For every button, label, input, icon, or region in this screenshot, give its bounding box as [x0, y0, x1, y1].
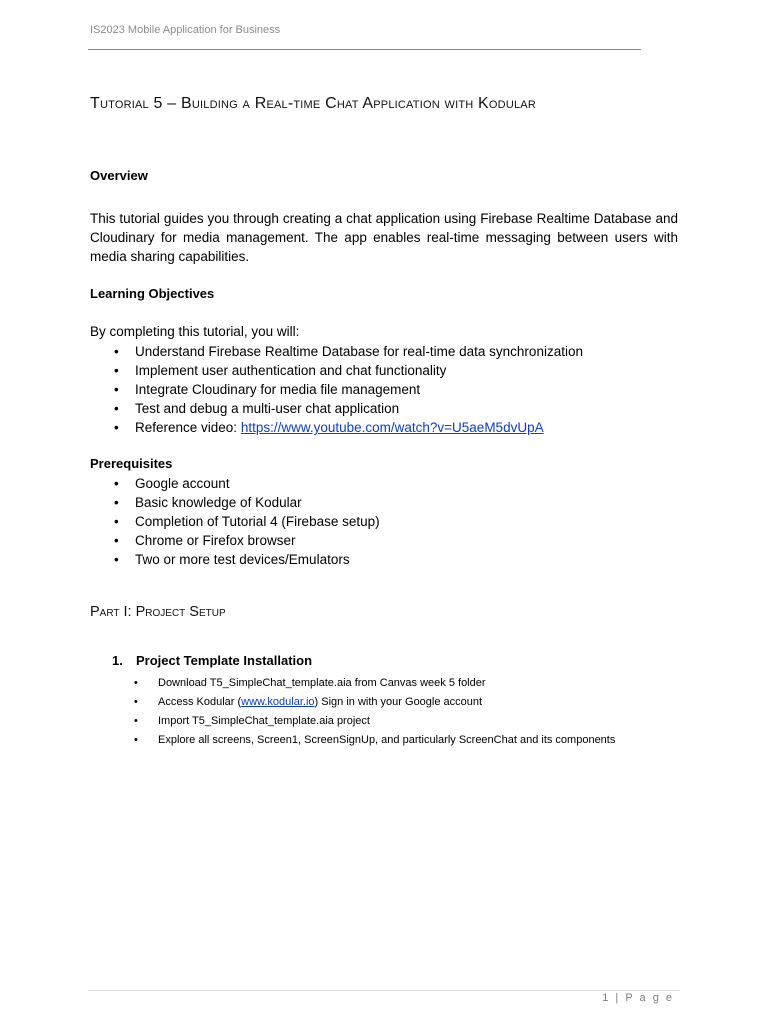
video-label: Reference video:: [135, 420, 241, 435]
step-title-text: Project Template Installation: [136, 653, 313, 668]
header-divider: [88, 49, 641, 50]
prerequisites-heading: Prerequisites: [90, 456, 173, 471]
kodular-link[interactable]: www.kodular.io: [241, 696, 315, 708]
part-one-title: Part I: Project Setup: [90, 604, 226, 620]
video-link[interactable]: https://www.youtube.com/watch?v=U5aeM5dvUpA: [240, 420, 544, 435]
access-prefix: Access Kodular (: [158, 696, 242, 708]
list-item: • Basic knowledge of Kodular: [90, 493, 380, 512]
step-number: 1.: [112, 653, 123, 668]
overview-heading: Overview: [90, 168, 148, 183]
list-item: • Explore all screens, Screen1, ScreenSignUp, and particularly ScreenChat and its components: [112, 731, 615, 750]
list-item: • Implement user authentication and chat functionality: [90, 361, 583, 380]
page-number: 1 | P a g e: [602, 992, 674, 1004]
list-item: • Google account: [90, 474, 380, 493]
footer-divider: [88, 990, 680, 991]
document-title: Tutorial 5 – Building a Real-time Chat Application with Kodular: [90, 95, 536, 112]
access-suffix: ) Sign in with your Google account: [314, 696, 483, 708]
objectives-intro: By completing this tutorial, you will:: [90, 324, 300, 339]
list-item: • Completion of Tutorial 4 (Firebase setup): [90, 512, 380, 531]
running-header: IS2023 Mobile Application for Business: [90, 24, 281, 36]
step-one-list: [112, 674, 615, 750]
overview-paragraph: This tutorial guides you through creating a chat application using Firebase Realtime Database and Cloudinary for media management. The app enables real-time messaging between users with media sharing capabilities.: [90, 211, 678, 264]
list-item: • Download T5_SimpleChat_template.aia from Canvas week 5 folder: [112, 674, 615, 693]
objectives-heading: Learning Objectives: [90, 286, 215, 301]
objectives-list: [90, 342, 583, 437]
list-item: [112, 693, 615, 712]
list-item: • Import T5_SimpleChat_template.aia project: [112, 712, 615, 731]
list-item: • Chrome or Firefox browser: [90, 531, 380, 550]
list-item: • Integrate Cloudinary for media file management: [90, 380, 583, 399]
step-one-title: [112, 653, 312, 668]
list-item: • Understand Firebase Realtime Database for real-time data synchronization: [90, 342, 583, 361]
prerequisites-list: [90, 474, 380, 569]
list-item: • Two or more test devices/Emulators: [90, 550, 380, 569]
list-item: [90, 418, 583, 437]
list-item: • Test and debug a multi-user chat application: [90, 399, 583, 418]
